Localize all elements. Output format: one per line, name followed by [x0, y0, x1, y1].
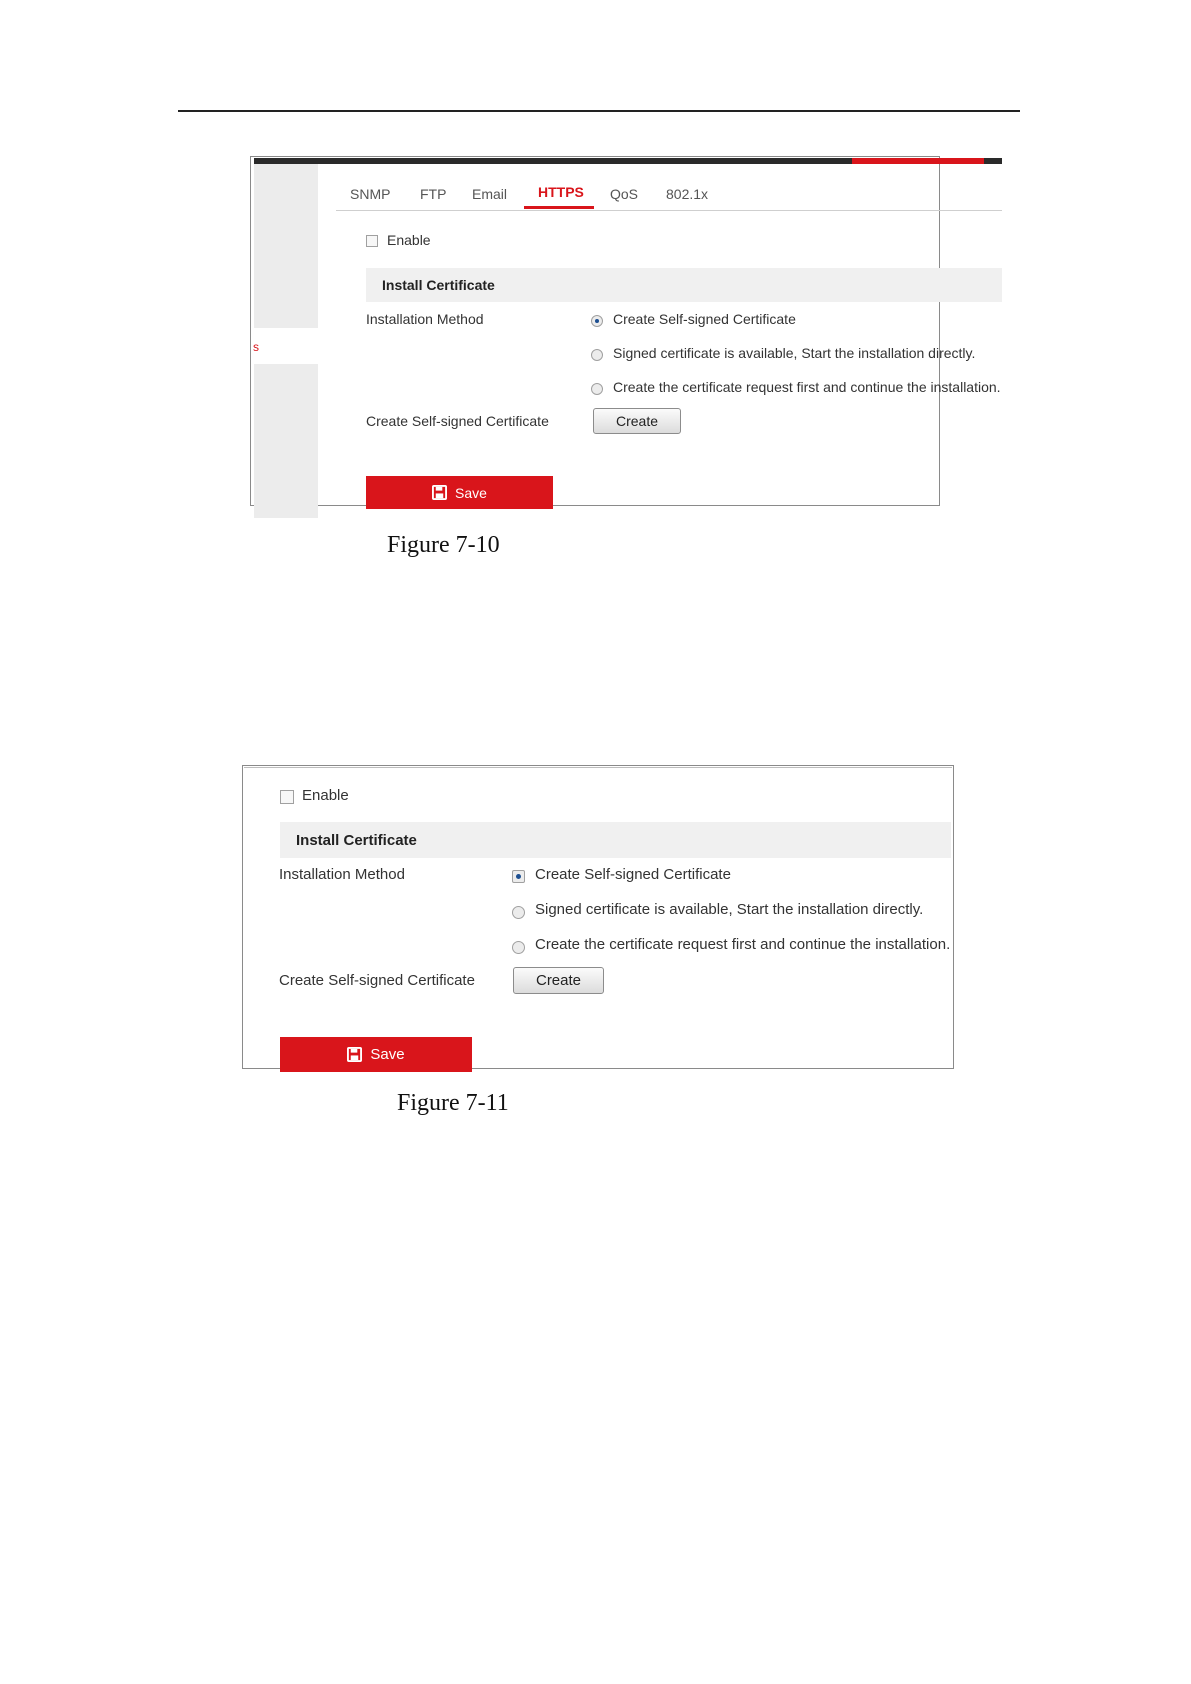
left-menu-column-lower — [254, 364, 318, 518]
save-button-label: Save — [455, 484, 487, 501]
create-button[interactable]: Create — [593, 408, 681, 434]
tab-email[interactable]: Email — [472, 186, 508, 202]
create-self-signed-label: Create Self-signed Certificate — [366, 413, 549, 429]
page-header-rule — [178, 110, 1020, 112]
top-nav-active-indicator — [852, 158, 984, 164]
option-create-self-signed: Create Self-signed Certificate — [613, 311, 796, 327]
radio-signed-available[interactable] — [512, 906, 525, 919]
create-button[interactable]: Create — [513, 967, 604, 994]
tab-bar — [336, 180, 1002, 211]
section-title: Install Certificate — [296, 832, 417, 849]
radio-signed-available[interactable] — [591, 349, 603, 361]
installation-method-label: Installation Method — [366, 311, 484, 327]
tab-active-underline — [524, 206, 594, 209]
figure-caption: Figure 7-10 — [387, 532, 500, 558]
tab-8021x[interactable]: 802.1x — [666, 186, 709, 202]
radio-certificate-request[interactable] — [512, 941, 525, 954]
tab-ftp[interactable]: FTP — [420, 186, 447, 202]
radio-create-self-signed[interactable] — [512, 870, 525, 883]
left-menu-active-marker[interactable]: s — [253, 340, 259, 354]
radio-create-self-signed[interactable] — [591, 315, 603, 327]
save-button[interactable] — [280, 1037, 472, 1072]
figure-caption: Figure 7-11 — [397, 1090, 509, 1116]
radio-certificate-request[interactable] — [591, 383, 603, 395]
save-button-label: Save — [370, 1046, 405, 1063]
figure-7-11-top-edge — [244, 767, 952, 768]
left-menu-column — [254, 164, 318, 328]
enable-label: Enable — [302, 787, 349, 804]
create-self-signed-label: Create Self-signed Certificate — [279, 972, 475, 989]
enable-label: Enable — [387, 232, 431, 248]
section-title: Install Certificate — [382, 277, 495, 293]
save-icon — [432, 485, 447, 500]
save-icon — [347, 1047, 362, 1062]
installation-method-label: Installation Method — [279, 866, 405, 883]
option-signed-available: Signed certificate is available, Start the installation directly. — [613, 345, 976, 361]
tab-https[interactable]: HTTPS — [538, 184, 584, 200]
save-button[interactable] — [366, 476, 553, 509]
tab-qos[interactable]: QoS — [610, 186, 639, 202]
option-signed-available: Signed certificate is available, Start the installation directly. — [535, 901, 924, 918]
option-create-self-signed: Create Self-signed Certificate — [535, 866, 731, 883]
option-certificate-request: Create the certificate request first and continue the installation. — [535, 936, 951, 953]
enable-checkbox[interactable] — [280, 790, 294, 804]
tab-snmp[interactable]: SNMP — [350, 186, 391, 202]
option-certificate-request: Create the certificate request first and continue the installation. — [613, 379, 1001, 395]
enable-checkbox[interactable] — [366, 235, 378, 247]
